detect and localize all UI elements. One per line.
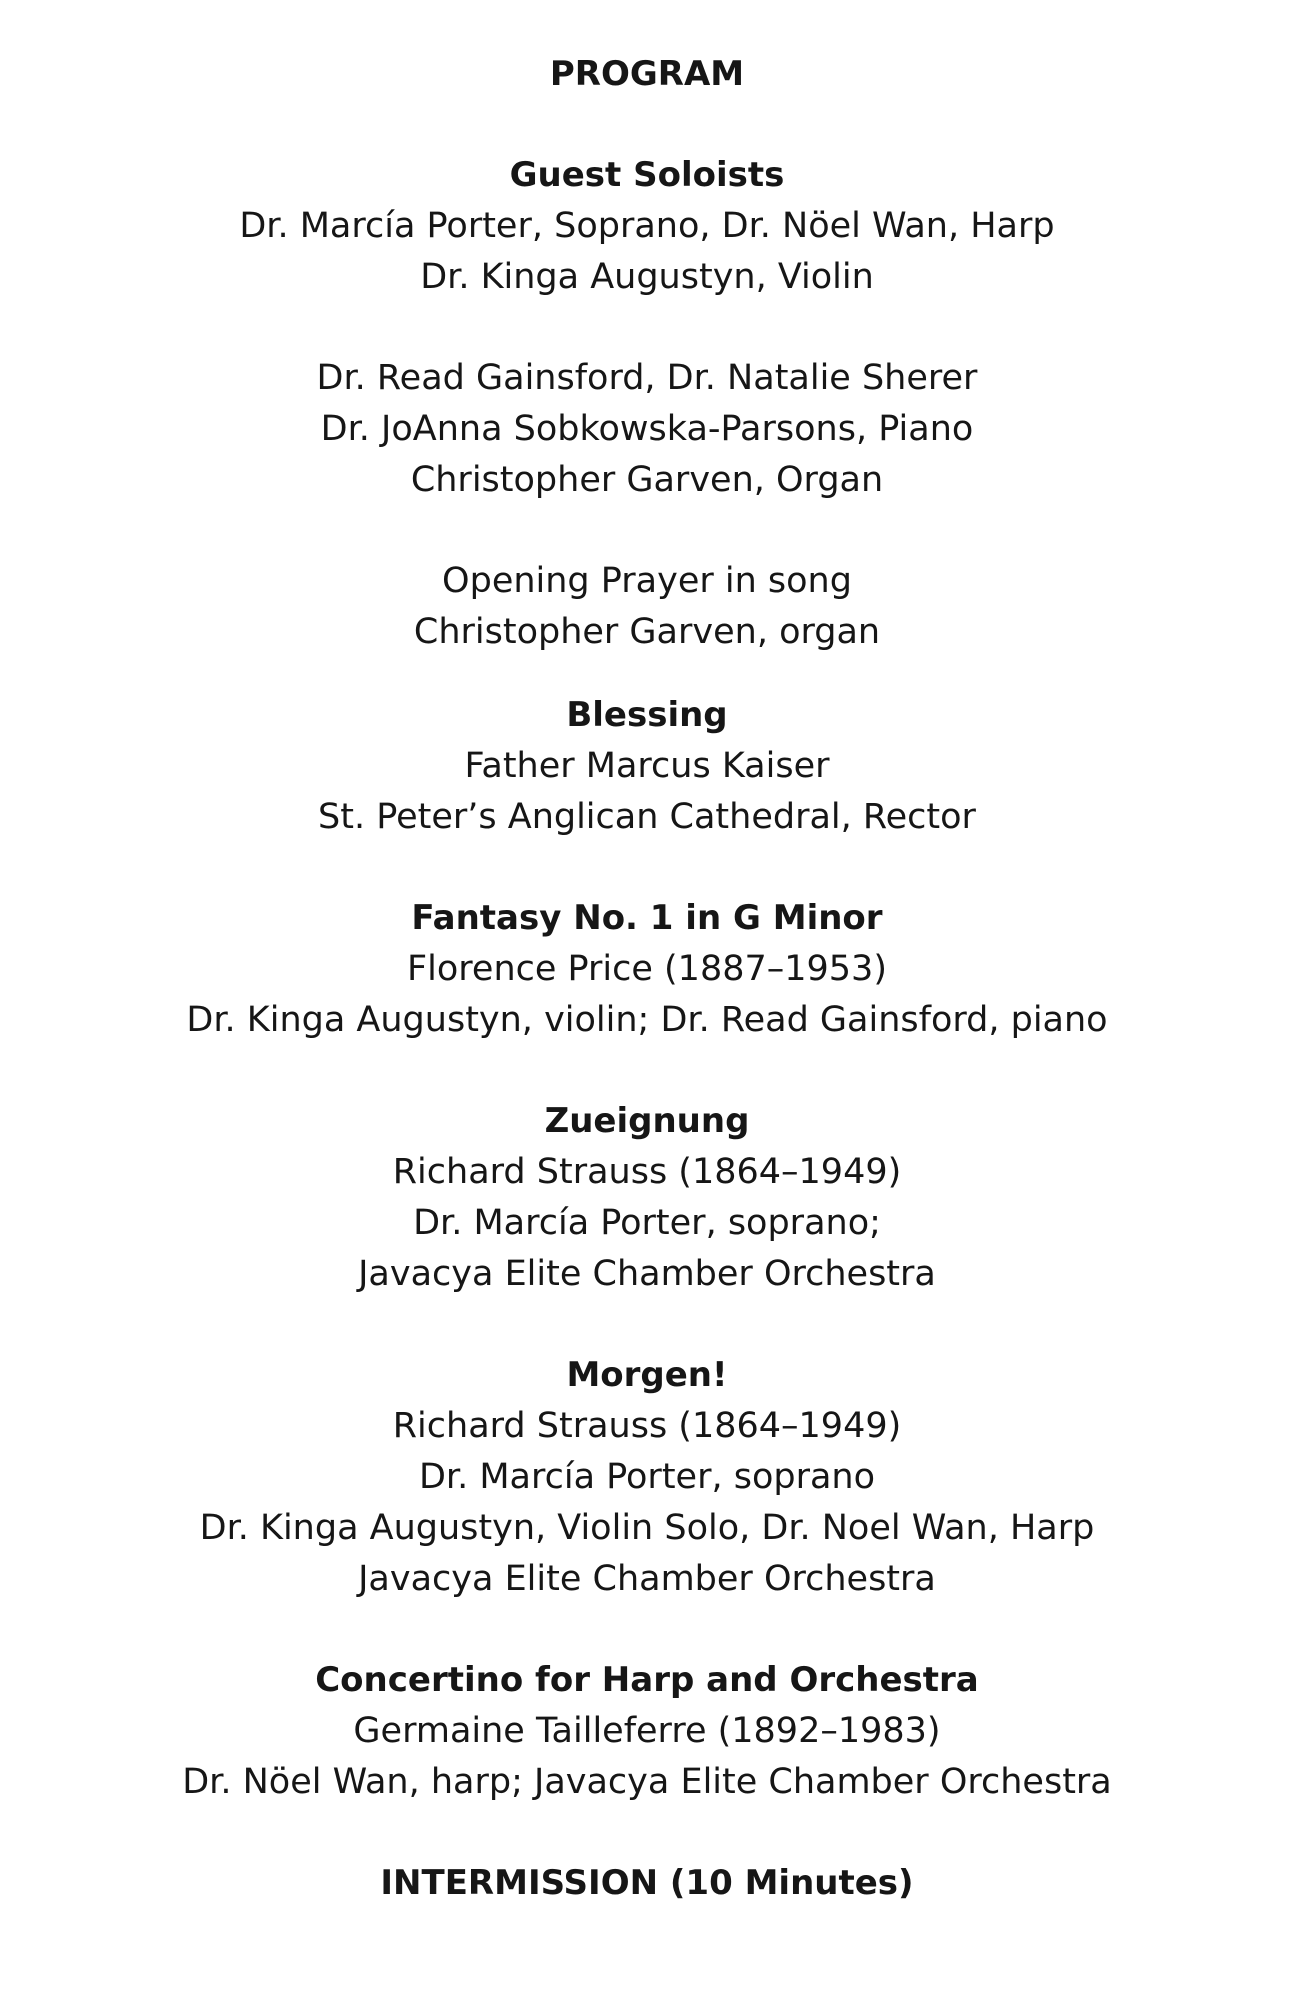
section-heading: Concertino for Harp and Orchestra [315, 1660, 979, 1700]
section-heading: Blessing [566, 695, 728, 735]
section-concertino [0, 1655, 1294, 1808]
section-line: Dr. Nöel Wan, harp; Javacya Elite Chamber Orchestra [182, 1762, 1112, 1802]
section-line: Father Marcus Kaiser [464, 746, 830, 786]
section-line: Dr. JoAnna Sobkowska-Parsons, Piano [320, 409, 974, 449]
section-heading: Fantasy No. 1 in G Minor [411, 898, 883, 938]
section-intermission [0, 1858, 1294, 1909]
section-fantasy-no-1 [0, 893, 1294, 1046]
section-line: Dr. Marcía Porter, soprano [418, 1457, 876, 1497]
section-heading: Morgen! [566, 1355, 728, 1395]
section-line: Richard Strauss (1864–1949) [392, 1406, 902, 1446]
section-morgen [0, 1350, 1294, 1605]
section-line: St. Peter’s Anglican Cathedral, Rector [318, 797, 976, 837]
section-zueignung [0, 1096, 1294, 1300]
program-document [0, 48, 1294, 1909]
section-guest-soloists [0, 150, 1294, 303]
section-line: Javacya Elite Chamber Orchestra [358, 1254, 936, 1294]
intermission-heading: INTERMISSION (10 Minutes) [380, 1863, 914, 1903]
section-line: Germaine Tailleferre (1892–1983) [353, 1711, 941, 1751]
section-line: Florence Price (1887–1953) [407, 949, 887, 989]
section-heading: Guest Soloists [509, 155, 785, 195]
section-blessing [0, 690, 1294, 843]
section-line: Javacya Elite Chamber Orchestra [358, 1559, 936, 1599]
section-opening-prayer [0, 556, 1294, 658]
section-line: Dr. Marcía Porter, soprano; [413, 1203, 881, 1243]
section-line: Dr. Kinga Augustyn, violin; Dr. Read Gainsford, piano [186, 1000, 1108, 1040]
page-title: PROGRAM [549, 54, 745, 94]
section-line: Dr. Kinga Augustyn, Violin Solo, Dr. Noel Wan, Harp [199, 1508, 1095, 1548]
section-heading: Zueignung [544, 1101, 750, 1141]
section-line: Christopher Garven, organ [413, 612, 881, 652]
section-line: Dr. Read Gainsford, Dr. Natalie Sherer [316, 358, 978, 398]
section-line: Richard Strauss (1864–1949) [392, 1152, 902, 1192]
section-pianists-organist [0, 353, 1294, 506]
section-line: Opening Prayer in song [442, 561, 852, 601]
section-line: Dr. Marcía Porter, Soprano, Dr. Nöel Wan, Harp [239, 206, 1055, 246]
section-line: Dr. Kinga Augustyn, Violin [420, 257, 874, 297]
section-line: Christopher Garven, Organ [410, 460, 884, 500]
